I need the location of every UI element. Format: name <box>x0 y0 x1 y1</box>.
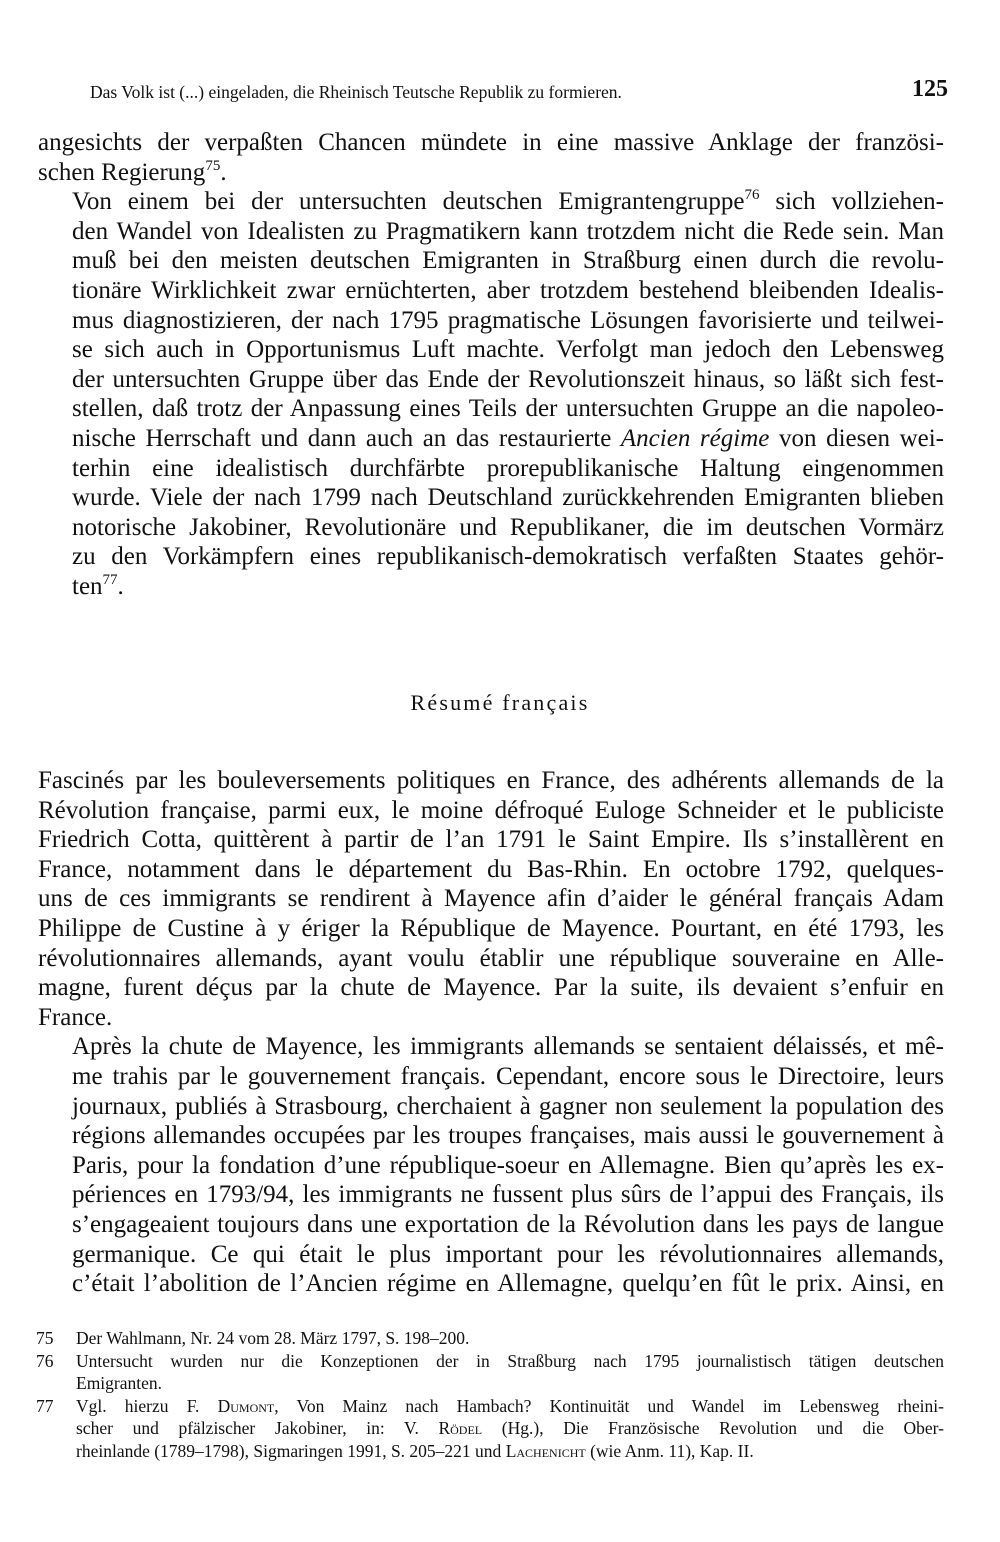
footnote-76 <box>36 1350 944 1395</box>
text-line: Révolution française, parmi eux, le moine défroqué Euloge Schneider et le publiciste <box>38 796 944 824</box>
text-line <box>38 187 944 217</box>
footnote-number: 75 <box>36 1328 54 1348</box>
text-run: ten <box>72 572 103 600</box>
footnotes <box>36 1327 944 1462</box>
text-line: der untersuchten Gruppe über das Ende der Revolutionszeit hinaus, so läßt sich fest- <box>72 365 944 393</box>
paragraph <box>38 128 944 187</box>
text-line: me trahis par le gouvernement français. Cependant, encore sous le Directoire, leurs <box>72 1062 944 1090</box>
text-line: tionäre Wirklichkeit zwar ernüchterten, aber trotzdem bestehend bleibenden Idealis- <box>72 276 944 304</box>
footnote-ref-75[interactable]: 75 <box>205 157 221 174</box>
text-line: Fascinés par les bouleversements politiques en France, des adhérents allemands de la <box>38 767 944 794</box>
text-line: France, notamment dans le département du Bas-Rhin. En octobre 1792, quelques- <box>38 855 944 883</box>
text-line: Friedrich Cotta, quittèrent à partir de l’an 1791 le Saint Empire. Ils s’installèrent en <box>38 826 944 854</box>
text-run: (wie Anm. 11), Kap. II. <box>585 1440 754 1461</box>
text-line: journaux, publiés à Strasbourg, cherchaient à gagner non seulement la population des <box>72 1092 944 1120</box>
footnote-77 <box>36 1395 944 1463</box>
text-run: Vgl. hierzu F. <box>76 1395 218 1416</box>
author-name: Dumont <box>217 1395 275 1416</box>
text-line: terhin eine idealistisch durchfärbte prorepublikanische Haltung eingenommen <box>72 454 944 482</box>
text-line: Après la chute de Mayence, les immigrants allemands se sentaient délaissés, et mê- <box>72 1033 944 1061</box>
page-number: 125 <box>912 76 948 102</box>
text-line: magne, furent déçus par la chute de Mayence. Par la suite, ils devaient s’enfuir en <box>38 974 944 1002</box>
text-run: von diesen wei- <box>769 424 944 452</box>
text-line: révolutionnaires allemands, ayant voulu établir une république souveraine en Alle- <box>38 944 944 972</box>
text-line <box>38 158 944 188</box>
text-line: germanique. Ce qui était le plus important pour les révolutionnaires allemands, <box>72 1240 944 1268</box>
footnote-75 <box>36 1327 944 1350</box>
text-line: wurde. Viele der nach 1799 nach Deutschland zurückkehrenden Emigranten blieben <box>72 484 944 512</box>
footnote-ref-76[interactable]: 76 <box>744 187 760 204</box>
text-line: c’était l’abolition de l’Ancien régime en Allemagne, quelqu’en fût le prix. Ainsi, en <box>72 1270 944 1298</box>
footnote-line <box>76 1417 944 1440</box>
text-line: Paris, pour la fondation d’une république-soeur en Allemagne. Bien qu’après les ex- <box>72 1151 944 1179</box>
text-line: régions allemandes occupées par les troupes françaises, mais aussi le gouvernement à <box>72 1122 944 1150</box>
author-name: Lachenicht <box>505 1440 586 1461</box>
text-line: angesichts der verpaßten Chancen mündete in eine massive Anklage der französi- <box>38 129 944 156</box>
text-line: France. <box>38 1003 113 1031</box>
footnote-line <box>76 1440 944 1463</box>
text-run: . <box>117 572 124 600</box>
text-line <box>38 572 944 602</box>
footnote-number: 77 <box>36 1395 54 1416</box>
paragraph <box>38 766 944 1032</box>
text-line: périences en 1793/94, les immigrants ne fussent plus sûrs de l’appui des Français, ils <box>72 1181 944 1209</box>
text-run: Von einem bei der untersuchten deutschen Emigrantengruppe <box>72 188 745 216</box>
text-run: (Hg.), Die Französische Revolution und die Ober- <box>482 1418 944 1438</box>
text-line: zu den Vorkämpfern eines republikanisch-demokratisch verfaßten Staates gehör- <box>72 543 944 571</box>
paragraph <box>38 1032 944 1298</box>
italic-term: Ancien régime <box>620 424 770 452</box>
text-run: . <box>220 158 227 186</box>
footnote-ref-77[interactable]: 77 <box>102 571 118 588</box>
text-run: , Von Mainz nach Hambach? Kontinuität und Wandel im Lebensweg rheini- <box>274 1395 944 1416</box>
text-line: uns de ces immigrants se rendirent à Mayence afin d’aider le général français Adam <box>38 885 944 913</box>
text-line: stellen, daß trotz der Anpassung eines Teils der untersuchten Gruppe an die napoleo- <box>72 395 944 423</box>
footnote-line <box>76 1395 944 1418</box>
paragraph <box>38 187 944 601</box>
text-line: Philippe de Custine à y ériger la République de Mayence. Pourtant, en été 1793, les <box>38 914 944 942</box>
text-line: notorische Jakobiner, Revolutionäre und Republikaner, die im deutschen Vormärz <box>72 513 944 541</box>
text-run: scher und pfälzischer Jakobiner, in: V. <box>76 1418 439 1438</box>
author-name: Rödel <box>438 1418 483 1438</box>
section-heading: Résumé français <box>410 690 590 715</box>
text-line: den Wandel von Idealisten zu Pragmatikern kann trotzdem nicht die Rede sein. Man <box>72 217 944 245</box>
text-line: se sich auch in Opportunismus Luft machte. Verfolgt man jedoch den Lebensweg <box>72 336 944 364</box>
french-text-block <box>38 766 944 1299</box>
footnote-line: Untersucht wurden nur die Konzeptionen der in Straßburg nach 1795 journalistisch tätigen deutschen <box>76 1350 944 1371</box>
text-line: muß bei den meisten deutschen Emigranten in Straßburg einen durch die revolu- <box>72 247 944 275</box>
footnote-number: 76 <box>36 1350 54 1371</box>
running-head <box>90 76 948 106</box>
footnote-line: Der Wahlmann, Nr. 24 vom 28. März 1797, S. 198–200. <box>76 1328 470 1348</box>
text-line: s’engageaient toujours dans une exportation de la Révolution dans les pays de langue <box>72 1210 944 1238</box>
text-run: rheinlande (1789–1798), Sigmaringen 1991, S. 205–221 und <box>76 1440 506 1461</box>
text-line <box>38 424 944 454</box>
text-run: schen Regierung <box>38 158 206 186</box>
running-title: Das Volk ist (...) eingeladen, die Rheinisch Teutsche Republik zu formieren. <box>90 82 622 102</box>
text-run: nische Herrschaft und dann auch an das restaurierte <box>72 424 621 452</box>
text-line: mus diagnostizieren, der nach 1795 pragmatische Lösungen favorisierte und teilwei- <box>72 306 944 334</box>
footnote-line: Emigranten. <box>76 1373 163 1393</box>
text-run: sich vollziehen- <box>759 188 944 216</box>
german-text-block <box>38 128 944 602</box>
